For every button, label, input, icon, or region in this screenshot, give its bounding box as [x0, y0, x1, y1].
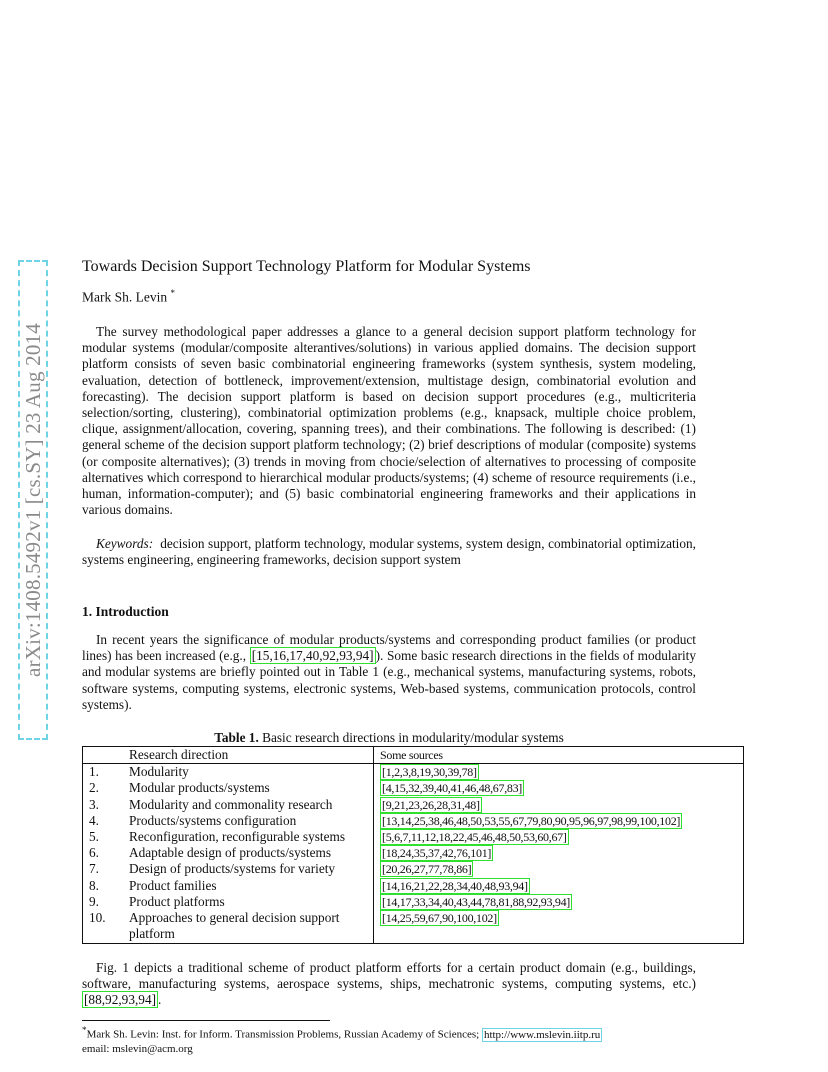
table-row — [83, 861, 744, 877]
table-header-direction: Research direction — [123, 747, 374, 764]
footnote-affiliation: Mark Sh. Levin: Inst. for Inform. Transmission Problems, Russian Academy of Sciences; — [86, 1028, 482, 1041]
row-direction: Modularity and commonality research — [123, 797, 374, 813]
table-row — [83, 845, 744, 861]
author-name: Mark Sh. Levin — [82, 289, 168, 305]
row-direction: Modular products/systems — [123, 780, 374, 796]
author-homepage-link[interactable]: http://www.mslevin.iitp.ru — [483, 1028, 601, 1041]
row-sources-link[interactable]: [9,21,23,26,28,31,48] — [382, 797, 480, 812]
row-number: 3. — [89, 796, 99, 812]
row-sources-link[interactable]: [14,25,59,67,90,100,102] — [382, 911, 497, 926]
intro-citation-link[interactable]: [15,16,17,40,92,93,94] — [251, 648, 374, 664]
row-direction: Reconfiguration, reconfigurable systems — [123, 829, 374, 845]
table-caption-text: Basic research directions in modularity/modular systems — [262, 730, 564, 745]
footnote-email: email: mslevin@acm.org — [82, 1042, 193, 1055]
table-row — [83, 797, 744, 813]
row-number: 10. — [89, 910, 106, 926]
row-number: 6. — [89, 845, 99, 861]
fig-citation-link[interactable]: [88,92,93,94] — [84, 992, 157, 1008]
row-direction: Product families — [123, 878, 374, 894]
footnote — [82, 1023, 696, 1056]
footnote-divider — [82, 1020, 330, 1021]
arxiv-identifier[interactable]: arXiv:1408.5492v1 [cs.SY] 23 Aug 2014 — [18, 260, 48, 740]
table-header-num — [83, 747, 124, 764]
section-heading-introduction: 1. Introduction — [82, 604, 169, 619]
table-row — [83, 894, 744, 910]
row-sources-link[interactable]: [4,15,32,39,40,41,46,48,67,83] — [382, 781, 522, 796]
table-row — [83, 829, 744, 845]
abstract: The survey methodological paper addresses a glance to a general decision support platform technology for modular systems (modular/composite alterantives/solutions) in various applied domains. The decision support platform consists of seven basic combinatorial engineering frameworks (system synthesis, system modeling, evaluation, detection of bottleneck, improvement/extension, multistage design, combinatorial evolution and forecasting). The decision support platform is based on decision support procedures (e.g., multicriteria selection/sorting, clustering), combinatorial optimization problems (e.g., knapsack, multiple choice problem, clique, assignment/allocation, covering, spanning trees), and their combinations. The following is described: (1) general scheme of the decision support platform technology; (2) brief descriptions of modular (composite) systems (or composite alternatives); (3) trends in moving from chocie/selection of alternatives to processing of composite alternatives which correspond to hierarchical modular products/systems; (4) scheme of resource requirements (i.e., human, information-computer); and (5) basic combinatorial engineering frameworks and their applications in various domains. — [82, 324, 696, 518]
row-number: 4. — [89, 812, 99, 828]
row-sources-link[interactable]: [14,17,33,34,40,43,44,78,81,88,92,93,94] — [382, 894, 570, 909]
row-direction: Design of products/systems for variety — [123, 861, 374, 877]
row-sources-link[interactable]: [20,26,27,77,78,86] — [382, 862, 472, 877]
figure-reference-paragraph — [82, 960, 696, 1009]
row-number: 5. — [89, 829, 99, 845]
table-row — [83, 910, 744, 944]
row-sources-link[interactable]: [13,14,25,38,46,48,50,53,55,67,79,80,90,95,96,97,98,99,100,102] — [382, 813, 681, 828]
row-number: 8. — [89, 877, 99, 893]
intro-text: In recent years the significance of modular products/systems and corresponding product families (or product lines) has been increased (e.g., — [82, 632, 696, 664]
row-number: 7. — [89, 861, 99, 877]
table-row — [83, 878, 744, 894]
footnote-mark: * — [82, 1025, 87, 1035]
table-row — [83, 764, 744, 781]
row-number: 1. — [89, 764, 99, 780]
keywords-label: Keywords: — [96, 536, 154, 551]
author-line — [82, 288, 175, 306]
row-direction: Adaptable design of products/systems — [123, 845, 374, 861]
row-sources-link[interactable]: [14,16,21,22,28,34,40,48,93,94] — [382, 878, 528, 893]
fig-text: Fig. 1 depicts a traditional scheme of product platform efforts for a certain product domain (e.g., buildings, software, manufacturing systems, aerospace systems, ships, mechatronic systems, computing systems, etc.) — [82, 960, 696, 992]
row-number: 2. — [89, 780, 99, 796]
fig-text-end: . — [158, 992, 162, 1008]
paper-title: Towards Decision Support Technology Platform for Modular Systems — [82, 258, 531, 275]
row-direction: Products/systems configuration — [123, 813, 374, 829]
author-footnote-mark: * — [170, 288, 175, 298]
row-sources-link[interactable]: [5,6,7,11,12,18,22,45,46,48,50,53,60,67] — [382, 830, 567, 845]
intro-paragraph — [82, 632, 696, 713]
row-sources-link[interactable]: [18,24,35,37,42,76,101] — [382, 846, 492, 861]
table-header-sources: Some sources — [374, 747, 744, 764]
row-number: 9. — [89, 893, 99, 909]
row-direction: Product platforms — [123, 894, 374, 910]
table-caption — [82, 730, 696, 746]
row-direction: Modularity — [123, 764, 374, 781]
row-sources-link[interactable]: [1,2,3,8,19,30,39,78] — [382, 765, 477, 780]
keywords-list: decision support, platform technology, modular systems, system design, combinatorial optimization, systems engineering, engineering frameworks, decision support system — [82, 536, 696, 568]
keywords — [82, 536, 696, 568]
intro-text-continued: ). Some basic research directions in the fields of modularity and modular systems are briefly pointed out in Table 1 (e.g., mechanical systems, manufacturing systems, robots, software systems, computing systems, electronic systems, Web-based systems, communication protocols, control systems). — [82, 648, 696, 712]
research-directions-table — [82, 746, 744, 944]
table-row — [83, 813, 744, 829]
arxiv-stamp — [18, 260, 48, 740]
row-direction: Approaches to general decision support platform — [123, 910, 374, 944]
table-row — [83, 780, 744, 796]
table-header-row — [83, 747, 744, 764]
table-caption-label: Table 1. — [214, 730, 259, 745]
